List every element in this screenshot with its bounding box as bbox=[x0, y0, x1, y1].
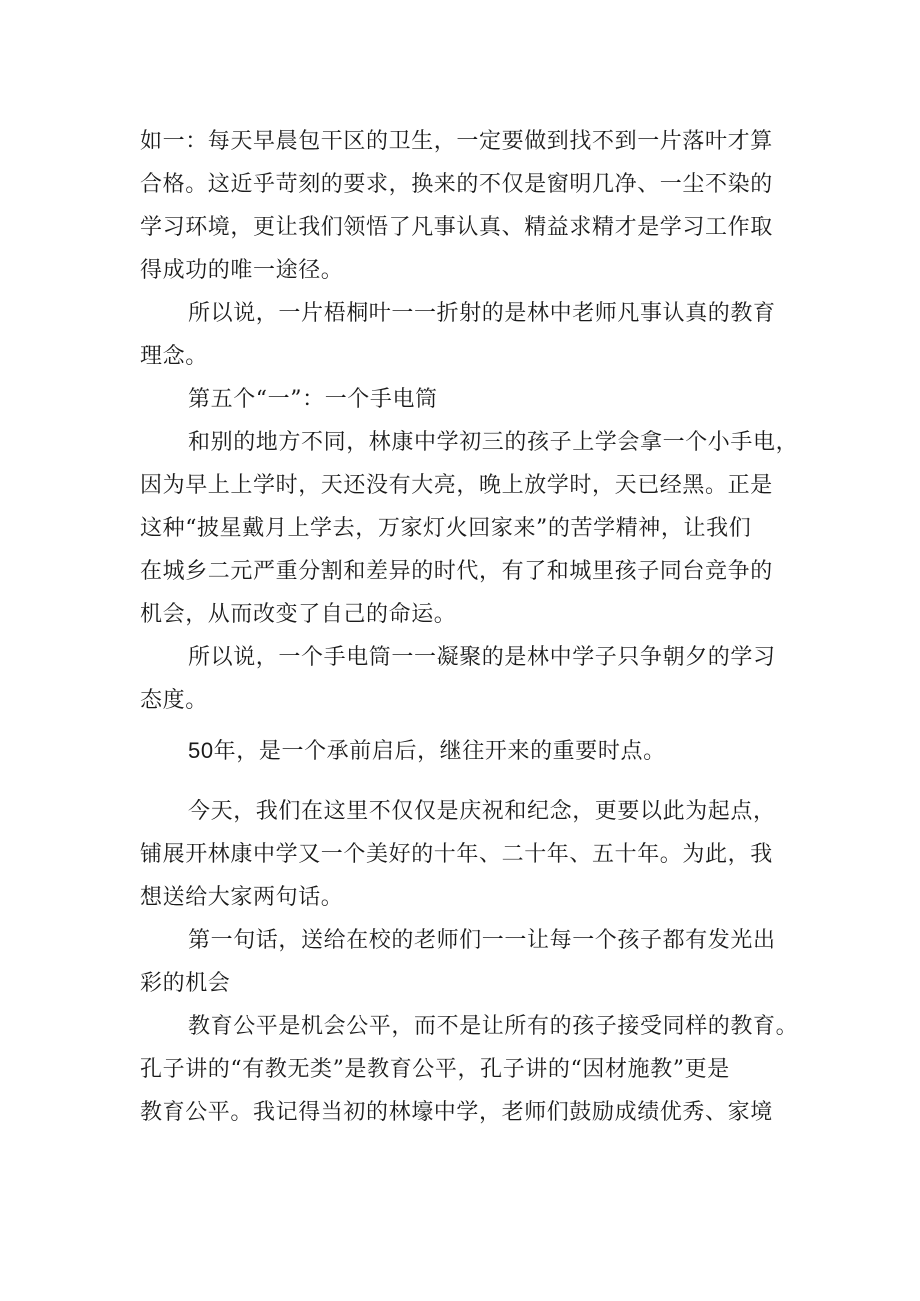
text-line: 和别的地方不同，林康中学初三的孩子上学会拿一个小手电， bbox=[188, 430, 799, 455]
text-line: 因为早上上学时，天还没有大亮，晚上放学时，天已经黑。正是 bbox=[140, 473, 773, 498]
text-line: 今天，我们在这里不仅仅是庆祝和纪念，更要以此为起点， bbox=[188, 799, 776, 824]
text-line: 孔子讲的“有教无类”是教育公平，孔子讲的“因材施教”更是 bbox=[140, 1057, 730, 1082]
text-line: 在城乡二元严重分割和差异的时代，有了和城里孩子同台竞争的 bbox=[140, 559, 773, 584]
text-line: 第一句话，送给在校的老师们一一让每一个孩子都有发光出 bbox=[188, 928, 776, 953]
section-heading: 第五个“一”：一个手电筒 bbox=[188, 387, 438, 412]
text-line: 教育公平。我记得当初的林壕中学，老师们鼓励成绩优秀、家境 bbox=[140, 1100, 773, 1125]
text-line: 学习环境，更让我们领悟了凡事认真、精益求精才是学习工作取 bbox=[140, 215, 773, 240]
text-line: 得成功的唯一途径。 bbox=[140, 258, 344, 283]
text-line: 如一：每天早晨包干区的卫生，一定要做到找不到一片落叶才算 bbox=[140, 129, 773, 154]
text-line: 教育公平是机会公平，而不是让所有的孩子接受同样的教育。 bbox=[188, 1014, 799, 1039]
text-line: 所以说，一片梧桐叶一一折射的是林中老师凡事认真的教育 bbox=[188, 301, 776, 326]
text-line: 所以说，一个手电筒一一凝聚的是林中学子只争朝夕的学习 bbox=[188, 645, 776, 670]
text-line: 机会，从而改变了自己的命运。 bbox=[140, 602, 457, 627]
year-number: 50 bbox=[188, 738, 214, 763]
text-line bbox=[188, 736, 785, 767]
text-line: 想送给大家两句话。 bbox=[140, 885, 344, 910]
text-line: 理念。 bbox=[140, 344, 208, 369]
text-span: 年，是一个承前启后，继往开来的重要时点。 bbox=[213, 739, 666, 764]
text-line: 彩的机会 bbox=[140, 971, 231, 996]
text-line: 态度。 bbox=[140, 688, 208, 713]
text-line: 铺展开林康中学又一个美好的十年、二十年、五十年。为此，我 bbox=[140, 842, 773, 867]
text-line: 这种“披星戴月上学去，万家灯火回家来”的苦学精神，让我们 bbox=[140, 516, 752, 541]
text-line: 合格。这近乎苛刻的要求，换来的不仅是窗明几净、一尘不染的 bbox=[140, 172, 773, 197]
